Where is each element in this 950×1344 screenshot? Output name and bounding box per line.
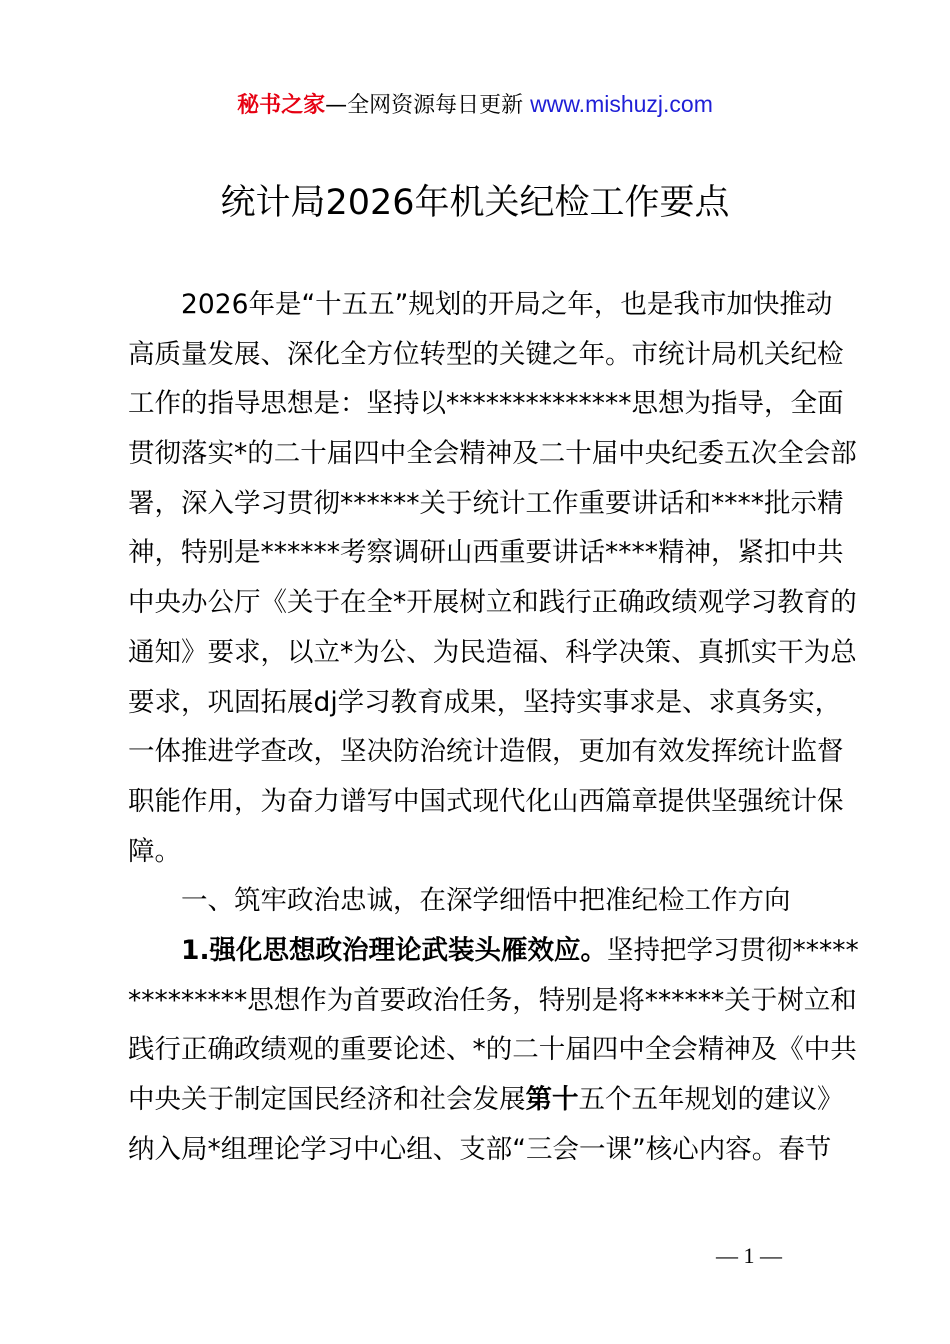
subsection-first-line xyxy=(128,926,859,976)
document-body xyxy=(128,280,859,1174)
paragraph-line: 纳入局*组理论学习中心组、支部“三会一课”核心内容。春节 xyxy=(128,1133,832,1165)
paragraph-line: 工作的指导思想是：坚持以**************思想为指导，全面 xyxy=(128,388,844,420)
paragraph-line: 署，深入学习贯彻******关于统计工作重要讲话和****批示精 xyxy=(128,487,844,519)
site-url-link[interactable]: www.mishuzj.com xyxy=(530,91,713,117)
section-heading: 一、筑牢政治忠诚，在深学细悟中把准纪检工作方向 xyxy=(181,885,791,917)
paragraph-line: *********思想作为首要政治任务，特别是将******关于树立和 xyxy=(128,984,857,1016)
paragraph-text: 五个五年规划的建议》 xyxy=(578,1084,844,1115)
paragraph-line: 神，特别是******考察调研山西重要讲话****精神，紧扣中共 xyxy=(128,537,844,569)
emphasis-text: 第十 xyxy=(525,1084,579,1115)
paragraph-line: 一体推进学查改，坚决防治统计造假，更加有效发挥统计监督 xyxy=(128,736,844,768)
paragraph-line: 通知》要求，以立*为公、为民造福、科学决策、真抓实干为总 xyxy=(128,636,857,668)
paragraph-line: 职能作用，为奋力谱写中国式现代化山西篇章提供坚强统计保 xyxy=(128,785,844,817)
paragraph-line: 2026年是“十五五”规划的开局之年，也是我市加快推动 xyxy=(181,289,833,320)
site-slogan: —全网资源每日更新 xyxy=(325,93,531,118)
paragraph-line: 高质量发展、深化全方位转型的关键之年。市统计局机关纪检 xyxy=(128,338,844,370)
paragraph-line: 中央办公厅《关于在全*开展树立和践行正确政绩观学习教育的 xyxy=(128,587,857,619)
paragraph-line: 贯彻落实*的二十届四中全会精神及二十届中央纪委五次全会部 xyxy=(128,438,857,470)
site-brand: 秘书之家 xyxy=(237,93,326,118)
subsection-text: 坚持把学习贯彻***** xyxy=(607,934,859,966)
document-title: 统计局2026年机关纪检工作要点 xyxy=(220,183,730,223)
paragraph-text: 中央关于制定国民经济和社会发展 xyxy=(128,1084,526,1115)
page-number: — 1 — xyxy=(716,1243,782,1268)
paragraph-line: 践行正确政绩观的重要论述、*的二十届四中全会精神及《中共 xyxy=(128,1034,857,1066)
paragraph-line: 要求，巩固拓展dj学习教育成果，坚持实事求是、求真务实， xyxy=(128,686,842,718)
subsection-heading: 1.强化思想政治理论武装头雁效应。 xyxy=(181,934,608,966)
paragraph-line: 障。 xyxy=(128,835,181,867)
site-banner xyxy=(0,88,950,122)
paragraph-line xyxy=(128,1075,844,1125)
